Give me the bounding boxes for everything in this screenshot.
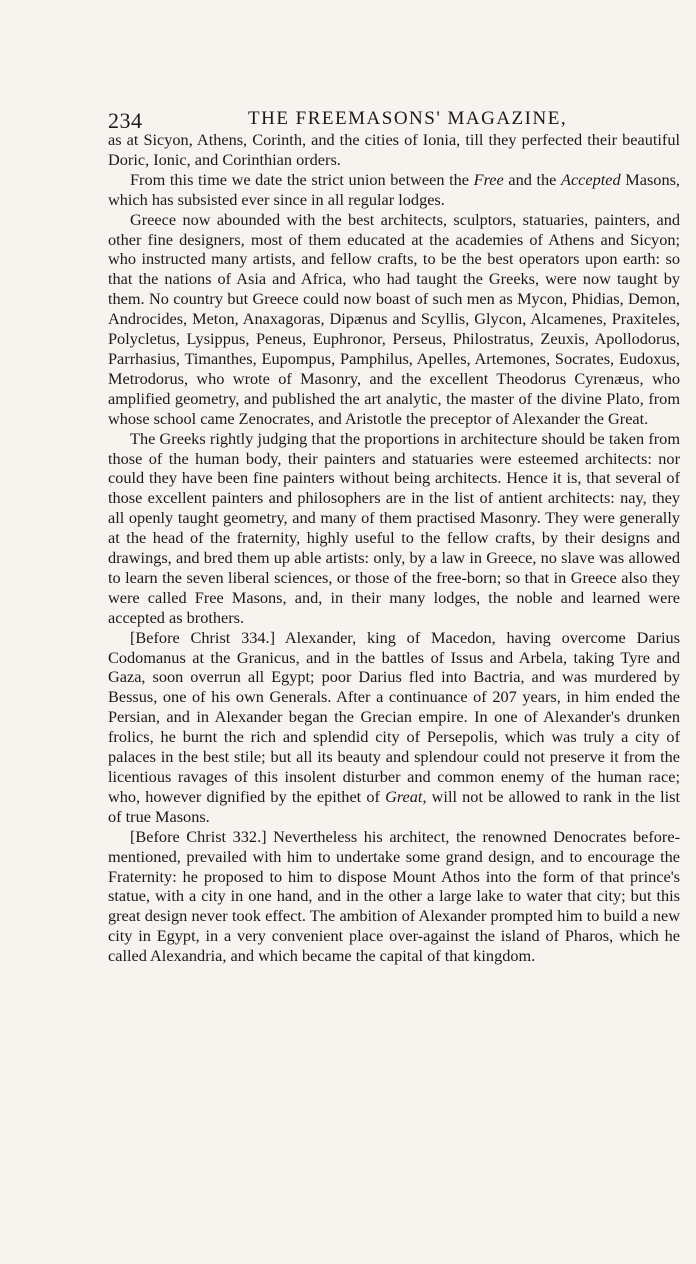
- text-run: , will not be allowed to rank in the list of true Masons.: [108, 786, 680, 826]
- page-number: 234: [108, 108, 143, 133]
- italic-term: Free: [473, 169, 504, 189]
- paragraph: [108, 628, 680, 827]
- italic-term: Accepted: [561, 169, 621, 189]
- running-title: THE FREEMASONS' MAGAZINE,: [248, 108, 568, 129]
- paragraph: [108, 130, 680, 170]
- page: [108, 100, 680, 966]
- text-run: Greece now abounded with the best architects, sculptors, statuaries, painters, and other fine designers, most of them educated at the academies of Athens and Sicyon; who instructed many artists, and fellow crafts, to be the best operators upon earth: so that the nations of Asia and Africa, who had taught the Greeks, were now taught by them. No country but Greece could now boast of such men as Mycon, Phidias, Demon, Androcides, Meton, Anaxagoras, Dipænus and Scyllis, Glycon, Alcamenes, Praxiteles, Polycletus, Lysippus, Peneus, Euphronor, Perseus, Philostratus, Zeuxis, Apollodorus, Parrhasius, Timanthes, Eupompus, Pamphilus, Apelles, Artemones, Socrates, Eudoxus, Metrodorus, who wrote of Masonry, and the excellent Theodorus Cyrenæus, who amplified geometry, and published the art analytic, the master of the divine Plato, from whose school came Zenocrates, and Aristotle the preceptor of Alexander the Great.: [108, 209, 680, 428]
- paragraph: [108, 210, 680, 429]
- page-header: [108, 100, 680, 133]
- text-run: Masons, which has subsisted ever since in all regular lodges.: [108, 169, 680, 209]
- text-run: From this time we date the strict union between the: [130, 169, 474, 189]
- paragraph: [108, 170, 680, 210]
- text-run: The Greeks rightly judging that the proportions in architecture should be taken from those of the human body, their painters and statuaries were esteemed architects: nor could they have been fine painters without being architects. Hence it is, that several of those excellent painters and philosophers are in the list of antient architects: nay, they all openly taught geometry, and many of them practised Masonry. They were generally at the head of the fraternity, highly useful to the fellow crafts, by their designs and drawings, and bred them up able artists: only, by a law in Greece, no slave was allowed to learn the seven liberal sciences, or those of the free-born; so that in Greece also they were called Free Masons, and, in their many lodges, the noble and learned were accepted as brothers.: [108, 428, 680, 627]
- article-body: [108, 130, 680, 966]
- text-run: as at Sicyon, Athens, Corinth, and the cities of Ionia, till they perfected their beautiful Doric, Ionic, and Corinthian orders.: [108, 130, 680, 169]
- paragraph: [108, 827, 680, 966]
- text-run: [Before Christ 334.] Alexander, king of Macedon, having overcome Darius Codomanus at the Granicus, and in the battles of Issus and Arbela, taking Tyre and Gaza, soon overrun all Egypt; poor Darius fled into Bactria, and was murdered by Bessus, one of his own Generals. After a continuance of 207 years, in him ended the Persian, and in Alexander began the Grecian empire. In one of Alexander's drunken frolics, he burnt the rich and splendid city of Persepolis, which was truly a city of palaces in the best stile; but all its beauty and splendour could not preserve it from the licentious ravages of this insolent disturber and common enemy of the human race; who, however dignified by the epithet of: [108, 627, 680, 806]
- text-run: and the: [503, 169, 561, 189]
- paragraph: [108, 429, 680, 628]
- italic-term: Great: [385, 786, 423, 806]
- text-run: [Before Christ 332.] Nevertheless his architect, the renowned Denocrates before-mentioned, prevailed with him to undertake some grand design, and to encourage the Fraternity: he proposed to him to dispose Mount Athos into the form of that prince's statue, with a city in one hand, and in the other a large lake to water that city; but this great design never took effect. The ambition of Alexander prompted him to build a new city in Egypt, in a very convenient place over-against the island of Pharos, which he called Alexandria, and which became the capital of that kingdom.: [108, 826, 680, 966]
